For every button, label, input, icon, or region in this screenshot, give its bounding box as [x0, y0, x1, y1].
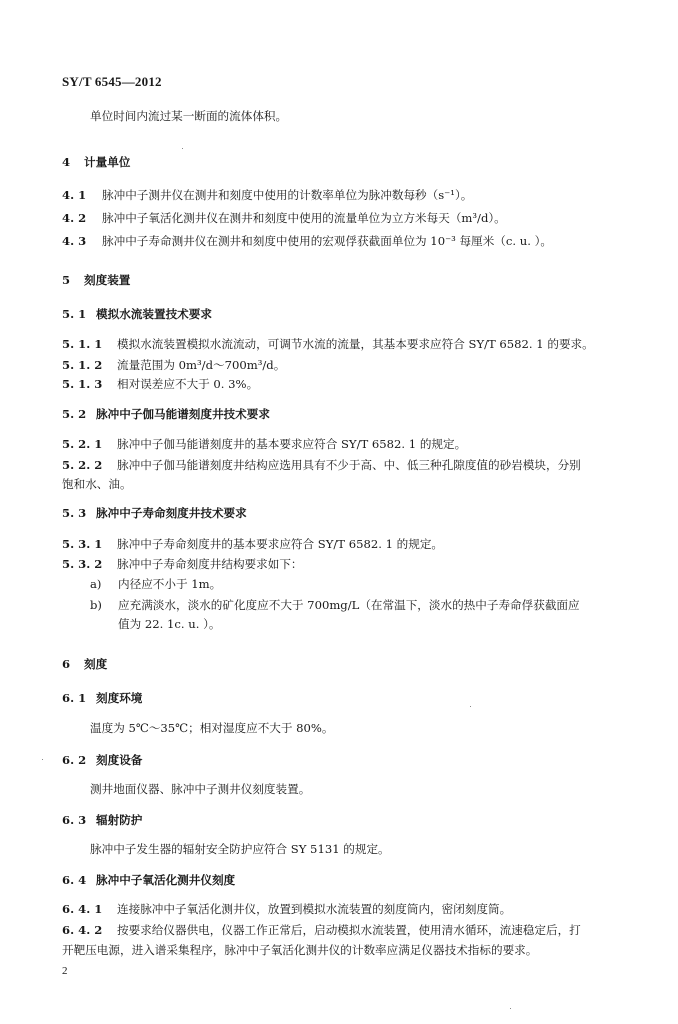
list-label: a): [90, 577, 102, 591]
clause-number: 6. 4. 1: [62, 902, 103, 916]
clause-5-3-1: [62, 536, 443, 552]
clause-text: 脉冲中子氧活化测井仪在测井和刻度中使用的流量单位为立方米每天（m³/d）。: [102, 211, 506, 225]
clause-4-3: [62, 233, 552, 249]
clause-number: 5. 3. 1: [62, 537, 103, 551]
subsection-6-3-text: 脉冲中子发生器的辐射安全防护应符合 SY 5131 的规定。: [90, 842, 390, 856]
section-title: 刻度: [84, 657, 108, 671]
clause-text: 脉冲中子寿命刻度井结构要求如下：: [117, 557, 303, 571]
clause-5-2-2: [62, 457, 581, 473]
clause-5-2-1: [62, 436, 466, 452]
subsection-title: 脉冲中子伽马能谱刻度井技术要求: [96, 407, 270, 421]
list-text: 应充满淡水，淡水的矿化度应不大于 700mg/L（在常温下，淡水的热中子寿命俘获截面应: [118, 598, 580, 612]
subsection-5-3-heading: [62, 505, 247, 521]
clause-4-2: [62, 210, 506, 226]
clause-6-4-2-continued: 开靶压电源，进入谱采集程序，脉冲中子氧活化测井仪的计数率应满足仪器技术指标的要求。: [62, 943, 538, 957]
subsection-number: 5. 1: [62, 307, 87, 321]
scan-speck: [182, 148, 183, 149]
section-4-heading: [62, 154, 130, 170]
clause-text: 相对误差应不大于 0. 3%。: [117, 377, 259, 391]
clause-number: 5. 2. 1: [62, 437, 103, 451]
subsection-title: 刻度环境: [96, 691, 143, 705]
subsection-number: 6. 2: [62, 753, 87, 767]
clause-number: 5. 1. 2: [62, 358, 103, 372]
clause-text: 连接脉冲中子氧活化测井仪，放置到模拟水流装置的刻度筒内，密闭刻度筒。: [117, 902, 512, 916]
clause-5-1-2: [62, 357, 285, 373]
subsection-number: 5. 3: [62, 506, 87, 520]
standard-code-header: SY/T 6545—2012: [62, 74, 162, 89]
subsection-6-4-heading: [62, 872, 235, 888]
clause-text: 脉冲中子寿命测井仪在测井和刻度中使用的宏观俘获截面单位为 10⁻³ 每厘米（c. u. ）。: [102, 234, 552, 248]
clause-text: 脉冲中子寿命刻度井的基本要求应符合 SY/T 6582. 1 的规定。: [117, 537, 444, 551]
clause-6-4-2: [62, 922, 581, 938]
subsection-5-2-heading: [62, 406, 270, 422]
clause-5-3-2: [62, 556, 303, 572]
list-label: b): [90, 598, 102, 612]
clause-text: 脉冲中子伽马能谱刻度井结构应选用具有不少于高、中、低三种孔隙度值的砂岩模块，分别: [117, 458, 581, 472]
subsection-title: 脉冲中子寿命刻度井技术要求: [96, 506, 247, 520]
clause-number: 5. 1. 3: [62, 377, 103, 391]
subsection-number: 6. 1: [62, 691, 87, 705]
clause-number: 5. 2. 2: [62, 458, 103, 472]
clause-text: 按要求给仪器供电，仪器工作正常后，启动模拟水流装置，使用清水循环，流速稳定后，打: [117, 923, 581, 937]
subsection-title: 刻度设备: [96, 753, 143, 767]
list-item-b: [90, 597, 580, 613]
subsection-6-1-heading: [62, 690, 142, 706]
scan-speck: [470, 706, 471, 707]
section-6-heading: [62, 656, 107, 672]
section-number: 5: [62, 273, 71, 287]
clause-number: 4. 1: [62, 188, 87, 202]
clause-5-1-1: [62, 336, 594, 352]
clause-text: 模拟水流装置模拟水流流动，可调节水流的流量，其基本要求应符合 SY/T 6582. 1 的要求。: [117, 337, 594, 351]
scan-speck: [510, 1008, 511, 1009]
list-item-a: [90, 576, 221, 592]
clause-text: 流量范围为 0m³/d～700m³/d。: [117, 358, 286, 372]
subsection-title: 脉冲中子氧活化测井仪刻度: [96, 873, 236, 887]
subsection-6-2-text: 测井地面仪器、脉冲中子测井仪刻度装置。: [90, 782, 311, 796]
page-number: 2: [62, 965, 68, 977]
definition-text: 单位时间内流过某一断面的流体体积。: [90, 109, 288, 123]
subsection-6-2-heading: [62, 752, 142, 768]
subsection-title: 模拟水流装置技术要求: [96, 307, 212, 321]
subsection-number: 6. 3: [62, 813, 87, 827]
clause-number: 4. 2: [62, 211, 87, 225]
list-text: 内径应不小于 1m。: [118, 577, 222, 591]
clause-4-1: [62, 187, 472, 203]
subsection-6-1-text: 温度为 5℃～35℃；相对湿度应不大于 80%。: [90, 721, 334, 735]
section-title: 计量单位: [84, 155, 131, 169]
subsection-title: 辐射防护: [96, 813, 143, 827]
clause-6-4-1: [62, 901, 511, 917]
clause-5-1-3: [62, 376, 258, 392]
list-item-b-continued: 值为 22. 1c. u. ）。: [118, 617, 221, 631]
section-5-heading: [62, 272, 130, 288]
subsection-5-1-heading: [62, 306, 212, 322]
clause-number: 5. 1. 1: [62, 337, 103, 351]
section-number: 6: [62, 657, 71, 671]
clause-text: 脉冲中子测井仪在测井和刻度中使用的计数率单位为脉冲数每秒（s⁻¹）。: [102, 188, 473, 202]
subsection-number: 6. 4: [62, 873, 87, 887]
subsection-6-3-heading: [62, 812, 142, 828]
section-number: 4: [62, 155, 71, 169]
scan-speck: [42, 759, 43, 760]
section-title: 刻度装置: [84, 273, 131, 287]
clause-number: 4. 3: [62, 234, 87, 248]
subsection-number: 5. 2: [62, 407, 87, 421]
clause-number: 6. 4. 2: [62, 923, 103, 937]
clause-5-2-2-continued: 饱和水、油。: [62, 477, 132, 491]
clause-number: 5. 3. 2: [62, 557, 103, 571]
clause-text: 脉冲中子伽马能谱刻度井的基本要求应符合 SY/T 6582. 1 的规定。: [117, 437, 467, 451]
